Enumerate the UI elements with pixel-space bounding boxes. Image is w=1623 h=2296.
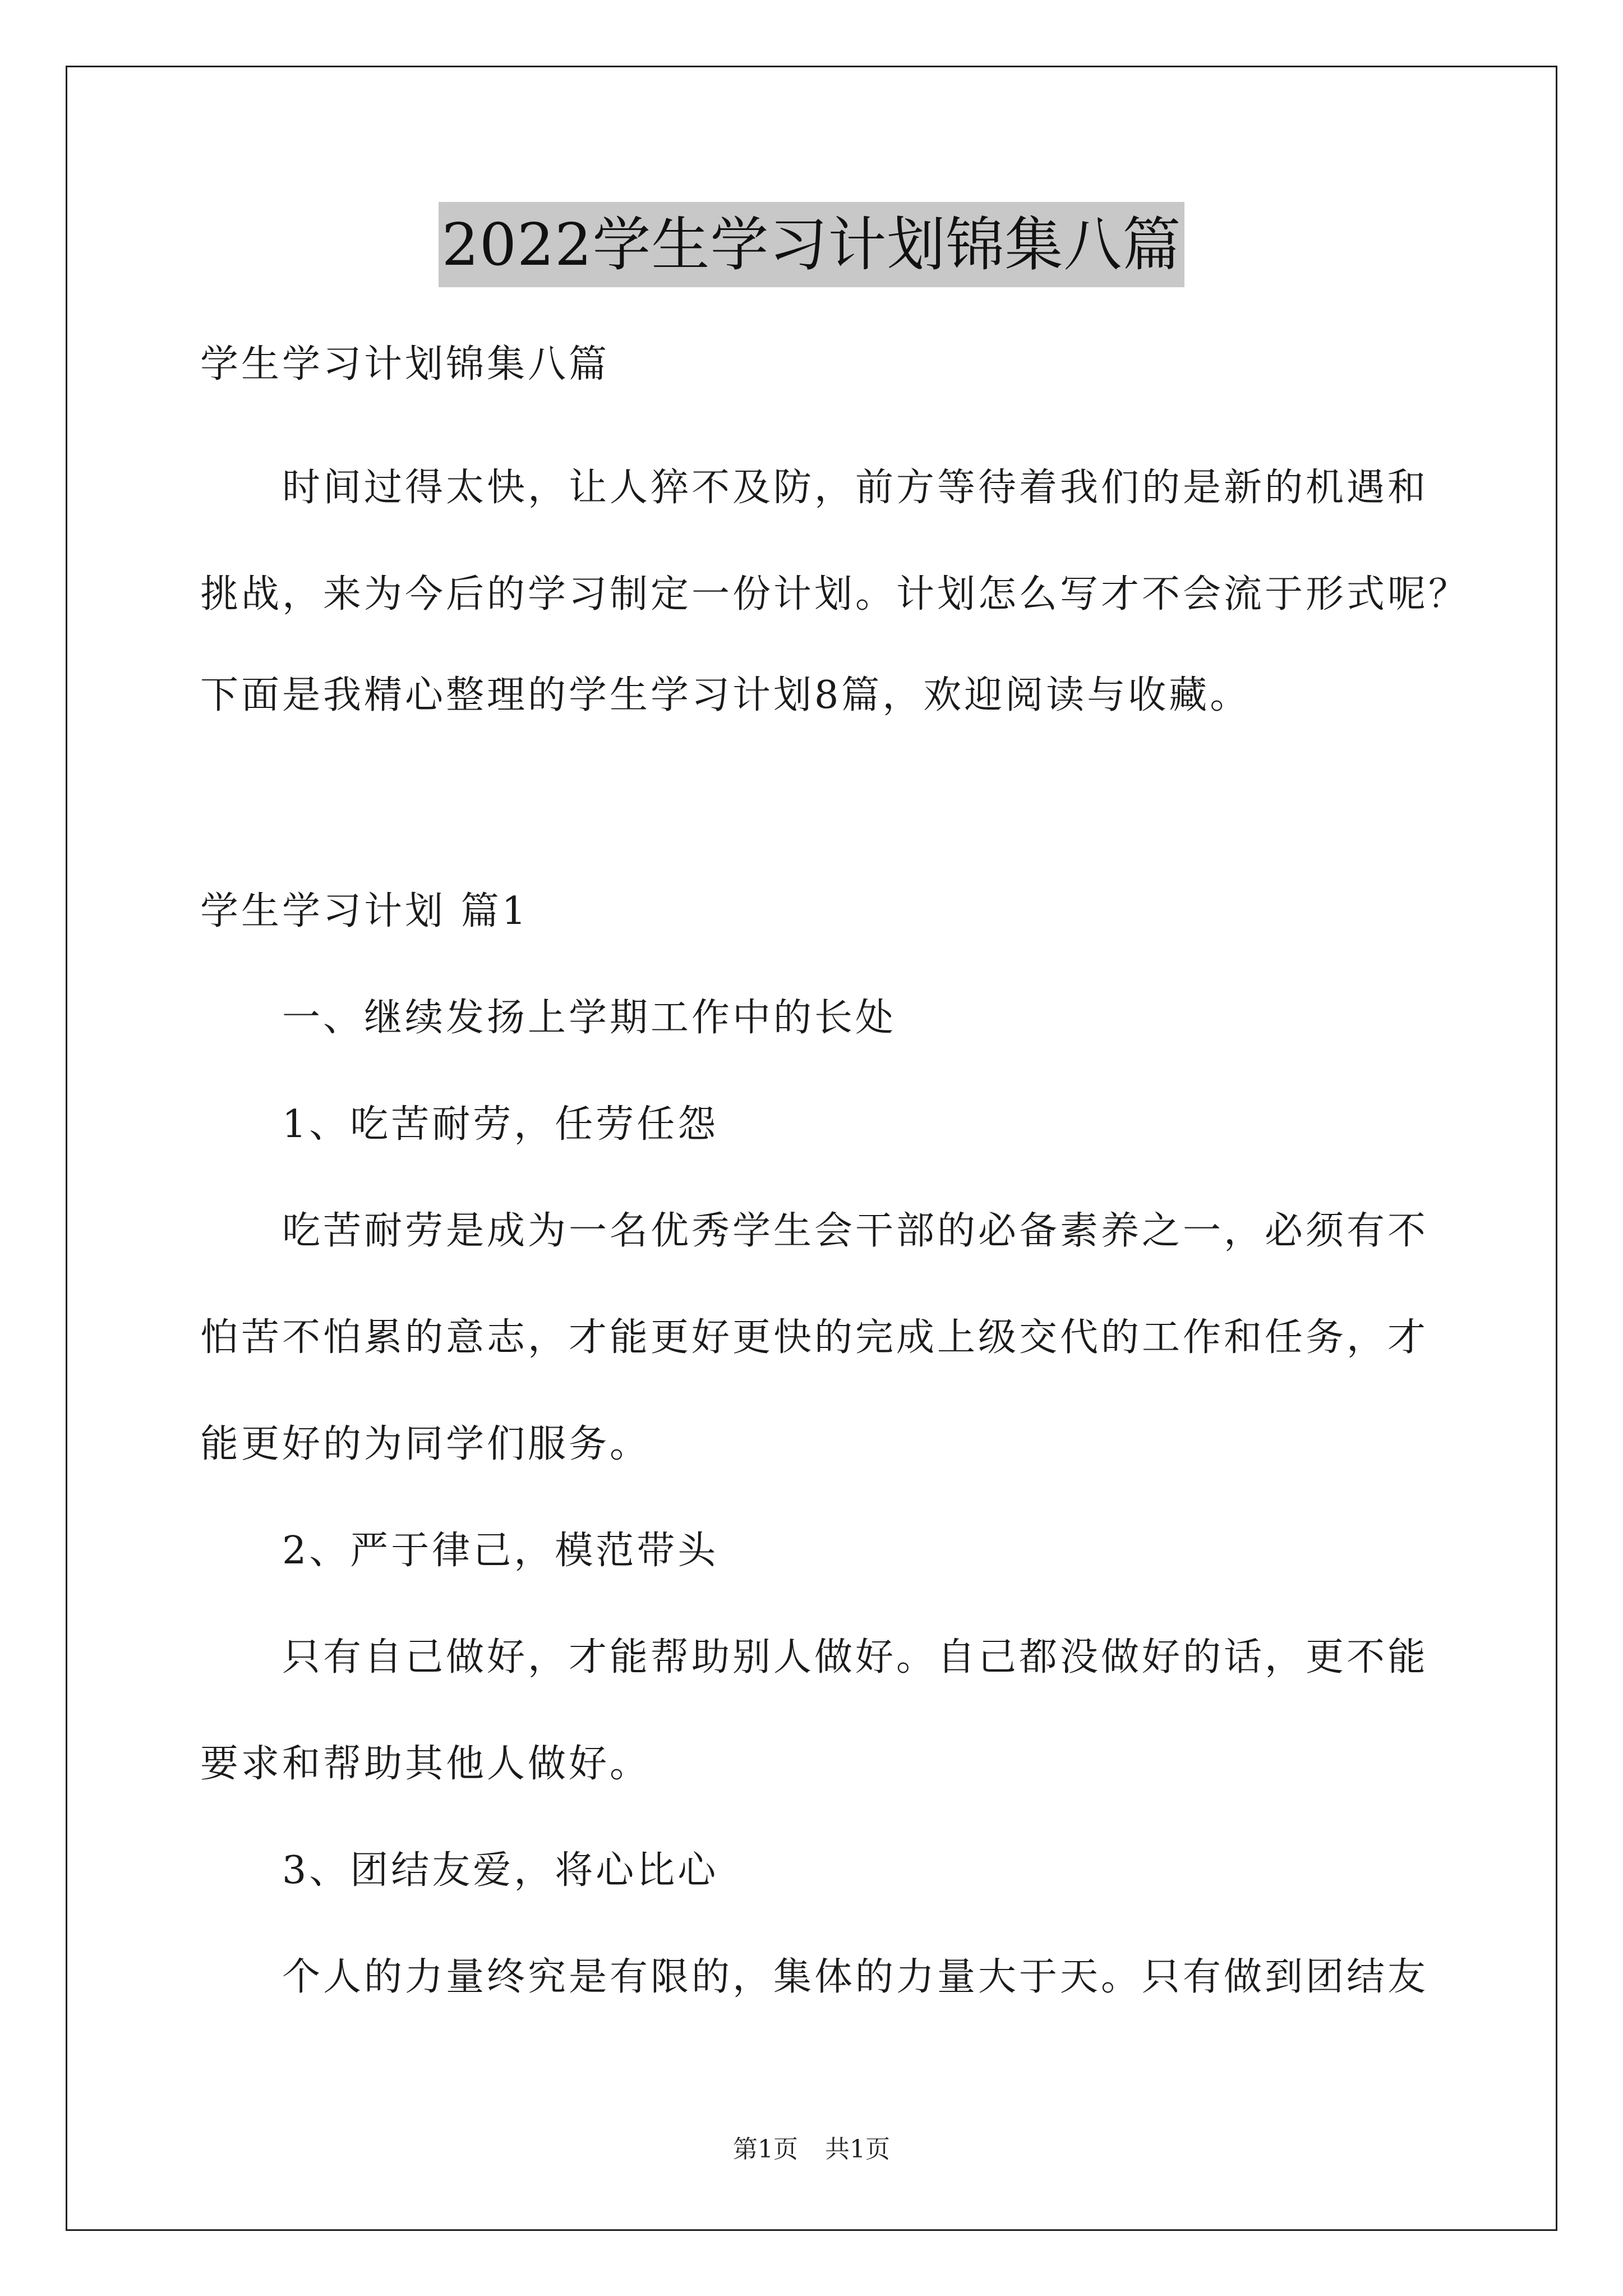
paragraph-line: 时间过得太快，让人猝不及防，前方等待着我们的是新的机遇和 xyxy=(200,466,1429,510)
subtitle-line: 学生学习计划锦集八篇 xyxy=(200,342,610,386)
paragraph-line: 能更好的为同学们服务。 xyxy=(200,1422,651,1466)
paragraph-line: 2、严于律己，模范带头 xyxy=(200,1529,719,1573)
paragraph-line: 3、团结友爱，将心比心 xyxy=(200,1848,719,1893)
page-footer xyxy=(0,2129,1623,2165)
paragraph-line: 1、吃苦耐劳，任劳任怨 xyxy=(200,1102,719,1147)
paragraph-line: 个人的力量终究是有限的，集体的力量大于天。只有做到团结友 xyxy=(200,1955,1429,1999)
paragraph-line: 要求和帮助其他人做好。 xyxy=(200,1742,651,1786)
paragraph-line: 下面是我精心整理的学生学习计划8篇，欢迎阅读与收藏。 xyxy=(200,673,1251,717)
paragraph-line: 挑战，来为今后的学习制定一份计划。计划怎么写才不会流于形式呢？ xyxy=(200,572,1470,616)
page-number: 第1页 xyxy=(733,2135,798,2164)
title-container xyxy=(0,202,1623,287)
paragraph-line: 只有自己做好，才能帮助别人做好。自己都没做好的话，更不能 xyxy=(200,1635,1429,1680)
section-heading: 学生学习计划 篇1 xyxy=(200,889,529,933)
paragraph-line: 吃苦耐劳是成为一名优秀学生会干部的必备素养之一，必须有不 xyxy=(200,1209,1429,1253)
document-title: 2022学生学习计划锦集八篇 xyxy=(439,202,1185,287)
paragraph-line: 怕苦不怕累的意志，才能更好更快的完成上级交代的工作和任务，才 xyxy=(200,1315,1429,1360)
page-total: 共1页 xyxy=(825,2135,890,2164)
paragraph-line: 一、继续发扬上学期工作中的长处 xyxy=(200,996,897,1040)
